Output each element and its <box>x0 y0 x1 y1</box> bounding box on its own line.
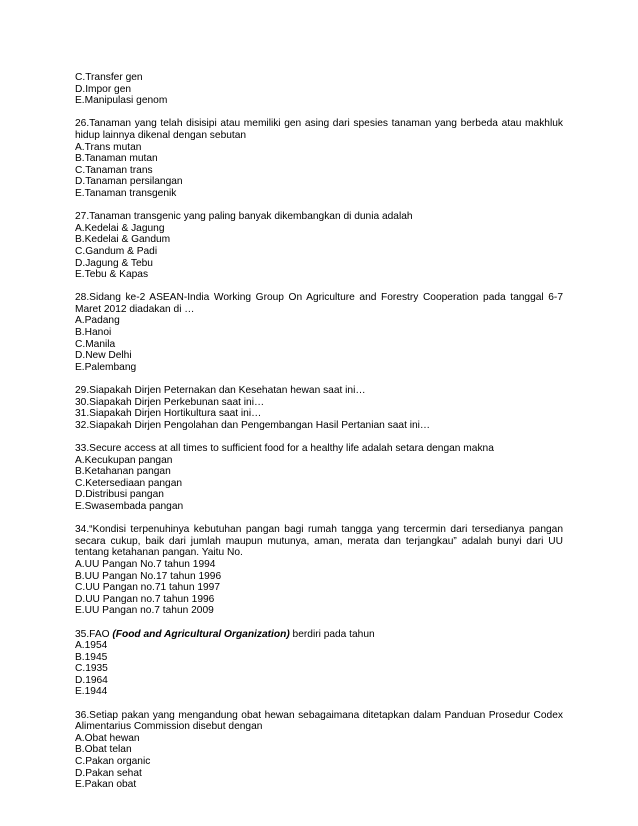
option-e: E.Tanaman transgenik <box>75 187 177 199</box>
option-e: E.Pakan obat <box>75 779 137 791</box>
option-c: C.Gandum & Padi <box>75 245 158 257</box>
option-e: E.1944 <box>75 686 108 698</box>
option-b: B.UU Pangan No.17 tahun 1996 <box>75 570 222 582</box>
option-a: A.1954 <box>75 640 108 652</box>
question-30: 30.Siapakah Dirjen Perkebunan saat ini… <box>75 396 265 408</box>
option-b: B.1945 <box>75 651 108 663</box>
option-b: B.Ketahanan pangan <box>75 466 171 478</box>
question-25-tail <box>75 72 563 107</box>
option-d: D.Distribusi pangan <box>75 489 164 501</box>
option-a: A.Trans mutan <box>75 141 142 153</box>
question-prefix: 35.FAO <box>75 628 113 640</box>
option-d: D.New Delhi <box>75 350 132 362</box>
option-b: B.Hanoi <box>75 327 112 339</box>
option-d: D.UU Pangan no.7 tahun 1996 <box>75 593 215 605</box>
question-text: 36.Setiap pakan yang mengandung obat hewan sebagaimana ditetapkan dalam Panduan Prosedur Codex Alimentarius Commission disebut dengan <box>75 709 563 733</box>
option-c: C.1935 <box>75 663 108 675</box>
question-36 <box>75 710 563 791</box>
option-c: C.UU Pangan no.71 tahun 1997 <box>75 582 220 594</box>
option-e: E.Palembang <box>75 361 137 373</box>
question-text: 26.Tanaman yang telah disisipi atau memiliki gen asing dari spesies tanaman yang berbeda atau makhluk hidup lainnya dikenal dengan sebutan <box>75 118 563 141</box>
option-a: A.Obat hewan <box>75 732 140 744</box>
question-text <box>75 629 563 641</box>
option-a: A.UU Pangan No.7 tahun 1994 <box>75 558 216 570</box>
question-31: 31.Siapakah Dirjen Hortikultura saat ini… <box>75 408 262 420</box>
option-c: C.Transfer gen <box>75 72 143 83</box>
question-suffix: berdiri pada tahun <box>289 628 375 640</box>
question-35 <box>75 629 563 699</box>
option-c: C.Pakan organic <box>75 756 151 768</box>
option-d: D.Jagung & Tebu <box>75 257 153 269</box>
option-c: C.Manila <box>75 338 116 350</box>
question-28 <box>75 292 563 373</box>
option-d: D.1964 <box>75 674 108 686</box>
question-32: 32.Siapakah Dirjen Pengolahan dan Pengembangan Hasil Pertanian saat ini… <box>75 419 431 431</box>
option-a: A.Padang <box>75 315 120 327</box>
question-27 <box>75 211 563 281</box>
option-a: A.Kedelai & Jagung <box>75 222 165 234</box>
question-33 <box>75 443 563 513</box>
option-d: D.Tanaman persilangan <box>75 176 183 188</box>
option-b: B.Kedelai & Gandum <box>75 234 171 246</box>
option-e: E.Manipulasi genom <box>75 95 168 107</box>
option-d: D.Impor gen <box>75 83 132 95</box>
option-b: B.Obat telan <box>75 744 132 756</box>
question-text: 33.Secure access at all times to sufficient food for a healthy life adalah setara dengan makna <box>75 443 494 454</box>
option-d: D.Pakan sehat <box>75 767 142 779</box>
option-e: E.Swasembada pangan <box>75 500 184 512</box>
question-26 <box>75 118 563 199</box>
option-e: E.UU Pangan no.7 tahun 2009 <box>75 605 214 617</box>
question-29: 29.Siapakah Dirjen Peternakan dan Kesehatan hewan saat ini… <box>75 385 366 397</box>
option-c: C.Tanaman trans <box>75 164 153 176</box>
option-c: C.Ketersediaan pangan <box>75 477 183 489</box>
option-a: A.Kecukupan pangan <box>75 454 173 466</box>
question-text: 27.Tanaman transgenic yang paling banyak dikembangkan di dunia adalah <box>75 211 413 223</box>
question-emphasis: (Food and Agricultural Organization) <box>112 628 290 640</box>
option-e: E.Tebu & Kapas <box>75 269 149 281</box>
question-text: 28.Sidang ke-2 ASEAN-India Working Group On Agriculture and Forestry Cooperation pada tanggal 6-7 Maret 2012 diadakan di … <box>75 292 563 315</box>
option-b: B.Tanaman mutan <box>75 153 158 165</box>
question-text: 34.“Kondisi terpenuhinya kebutuhan pangan bagi rumah tangga yang tercermin dari tersedianya pangan secara cukup, baik dari jumlah maupun mutunya, aman, merata dan terjangkau” adalah bunyi dari UU tentang ketahanan pangan. Yaitu No. <box>75 524 563 559</box>
question-34 <box>75 524 563 617</box>
questions-29-32 <box>75 385 563 431</box>
